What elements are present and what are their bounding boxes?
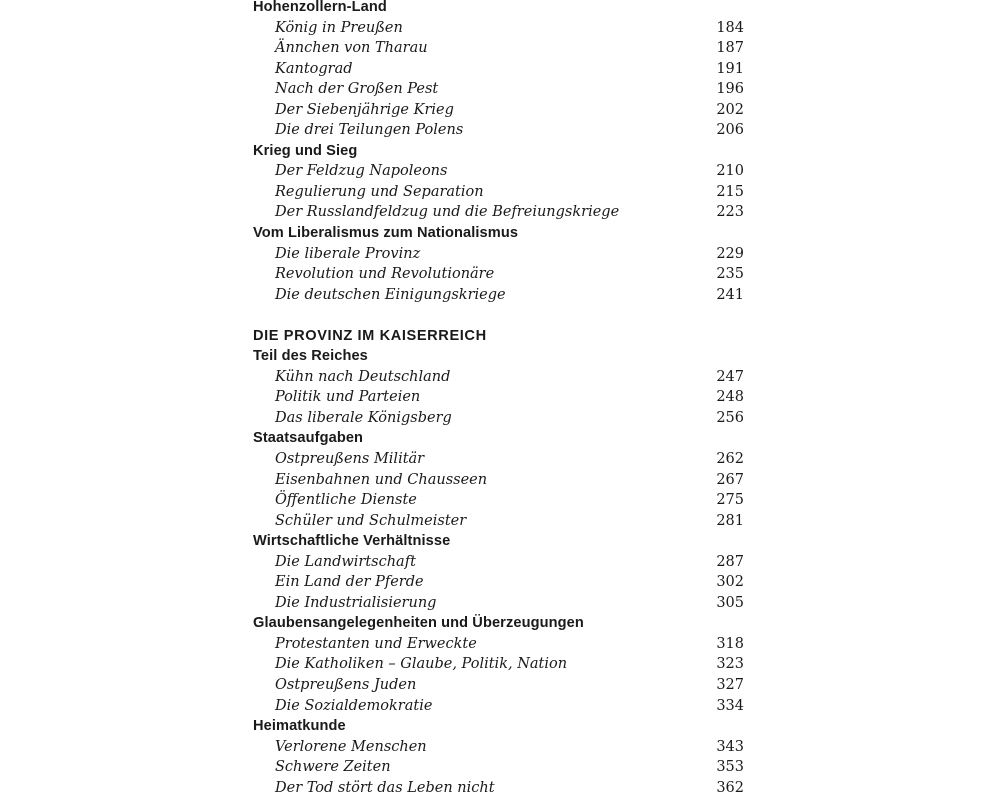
- toc-page-number: 247: [716, 368, 744, 385]
- toc-section-heading: [253, 346, 744, 367]
- toc-entry: [253, 120, 744, 141]
- toc-entry: [253, 79, 744, 100]
- toc-entry: [253, 696, 744, 717]
- toc-entry: [253, 161, 744, 182]
- toc-entry: [253, 449, 744, 470]
- toc-page-number: 318: [716, 635, 744, 652]
- toc-entry: [253, 182, 744, 203]
- toc-page-number: 184: [716, 19, 744, 36]
- toc-page-number: 241: [716, 286, 744, 303]
- toc-entry: [253, 387, 744, 408]
- table-of-contents: [253, 0, 744, 798]
- toc-entry: [253, 572, 744, 593]
- toc-entry: [253, 634, 744, 655]
- toc-entry: [253, 552, 744, 573]
- toc-item-label: Kantograd: [275, 60, 353, 77]
- toc-page-number: 229: [716, 245, 744, 262]
- toc-item-label: Vom Liberalismus zum Nationalismus: [253, 225, 519, 242]
- toc-item-label: Wirtschaftliche Verhältnisse: [253, 533, 451, 550]
- toc-page-number: 215: [716, 183, 744, 200]
- toc-entry: [253, 737, 744, 758]
- toc-page-number: 267: [716, 471, 744, 488]
- toc-page-number: 262: [716, 450, 744, 467]
- toc-item-label: Revolution und Revolutionäre: [275, 266, 495, 283]
- toc-item-label: Verlorene Menschen: [275, 738, 427, 755]
- toc-item-label: Die Landwirtschaft: [275, 553, 416, 570]
- toc-part-title: [253, 326, 744, 347]
- toc-item-label: Heimatkunde: [253, 718, 346, 735]
- toc-section-heading: [253, 531, 744, 552]
- toc-item-label: Glaubensangelegenheiten und Überzeugungen: [253, 615, 584, 632]
- toc-entry: [253, 675, 744, 696]
- toc-item-label: Krieg und Sieg: [253, 142, 358, 159]
- toc-entry: [253, 778, 744, 799]
- toc-item-label: Hohenzollern-Land: [253, 0, 387, 15]
- toc-page-number: 302: [716, 574, 744, 591]
- toc-entry: [253, 244, 744, 265]
- toc-item-label: Öffentliche Dienste: [275, 492, 417, 509]
- toc-page-number: 256: [716, 409, 744, 426]
- toc-section-heading: [253, 0, 744, 18]
- toc-item-label: Der Siebenjährige Krieg: [275, 101, 454, 118]
- toc-entry: [253, 408, 744, 429]
- toc-page-number: 202: [716, 101, 744, 118]
- toc-entry: [253, 593, 744, 614]
- toc-section-heading: [253, 223, 744, 244]
- toc-item-label: Teil des Reiches: [253, 348, 368, 365]
- toc-entry: [253, 285, 744, 306]
- toc-page-number: 353: [716, 759, 744, 776]
- toc-item-label: König in Preußen: [275, 19, 403, 36]
- toc-item-label: Ännchen von Tharau: [275, 40, 428, 57]
- toc-page-number: 327: [716, 677, 744, 693]
- toc-page-number: 187: [716, 40, 744, 57]
- toc-item-label: Die Industrialisierung: [275, 594, 437, 611]
- toc-section-heading: [253, 613, 744, 634]
- toc-entry: [253, 100, 744, 121]
- toc-item-label: Schwere Zeiten: [275, 759, 391, 776]
- toc-page-number: 343: [716, 738, 744, 755]
- toc-section-heading: [253, 716, 744, 737]
- toc-item-label: Schüler und Schulmeister: [275, 512, 467, 529]
- toc-item-label: Nach der Großen Pest: [275, 81, 439, 98]
- toc-page-number: 210: [716, 163, 744, 180]
- toc-page-number: 287: [716, 553, 744, 570]
- toc-page-number: 281: [716, 512, 744, 529]
- toc-entry: [253, 470, 744, 491]
- toc-item-label: Die Katholiken – Glaube, Politik, Nation: [275, 656, 568, 673]
- toc-item-label: Ein Land der Pferde: [275, 574, 424, 591]
- toc-item-label: Die deutschen Einigungskriege: [275, 286, 506, 303]
- toc-item-label: Das liberale Königsberg: [275, 409, 452, 426]
- toc-item-label: Die Sozialdemokratie: [275, 697, 433, 714]
- toc-page-number: 206: [716, 122, 744, 139]
- toc-item-label: Die drei Teilungen Polens: [275, 122, 464, 139]
- toc-page-number: 223: [716, 204, 744, 221]
- toc-page-number: 305: [716, 594, 744, 611]
- toc-entry: [253, 367, 744, 388]
- toc-page-number: 248: [716, 389, 744, 406]
- toc-entry: [253, 38, 744, 59]
- toc-entry: [253, 18, 744, 39]
- toc-entry: [253, 59, 744, 80]
- toc-entry: [253, 654, 744, 675]
- toc-item-label: Ostpreußens Juden: [275, 677, 417, 693]
- toc-entry: [253, 264, 744, 285]
- toc-page-number: 235: [716, 266, 744, 283]
- toc-item-label: Die liberale Provinz: [275, 245, 421, 262]
- toc-item-label: Kühn nach Deutschland: [275, 368, 451, 385]
- toc-page-number: 191: [716, 60, 744, 77]
- toc-item-label: Eisenbahnen und Chausseen: [275, 471, 488, 488]
- toc-entry: [253, 202, 744, 223]
- toc-item-label: Der Feldzug Napoleons: [275, 163, 448, 180]
- toc-item-label: Regulierung und Separation: [275, 183, 484, 200]
- toc-section-heading: [253, 428, 744, 449]
- toc-item-label: Politik und Parteien: [275, 389, 421, 406]
- toc-item-label: DIE PROVINZ IM KAISERREICH: [253, 327, 487, 344]
- toc-item-label: Protestanten und Erweckte: [275, 635, 477, 652]
- toc-page-number: 323: [716, 656, 744, 673]
- toc-entry: [253, 511, 744, 532]
- toc-entry: [253, 757, 744, 778]
- toc-entry: [253, 490, 744, 511]
- toc-page-number: 196: [716, 81, 744, 98]
- toc-page-number: 362: [716, 779, 744, 796]
- toc-item-label: Ostpreußens Militär: [275, 450, 425, 467]
- toc-section-heading: [253, 141, 744, 162]
- toc-item-label: Der Tod stört das Leben nicht: [275, 779, 495, 796]
- toc-page-number: 334: [716, 697, 744, 714]
- toc-item-label: Der Russlandfeldzug und die Befreiungskriege: [275, 204, 620, 221]
- toc-item-label: Staatsaufgaben: [253, 430, 364, 447]
- toc-page-number: 275: [716, 492, 744, 509]
